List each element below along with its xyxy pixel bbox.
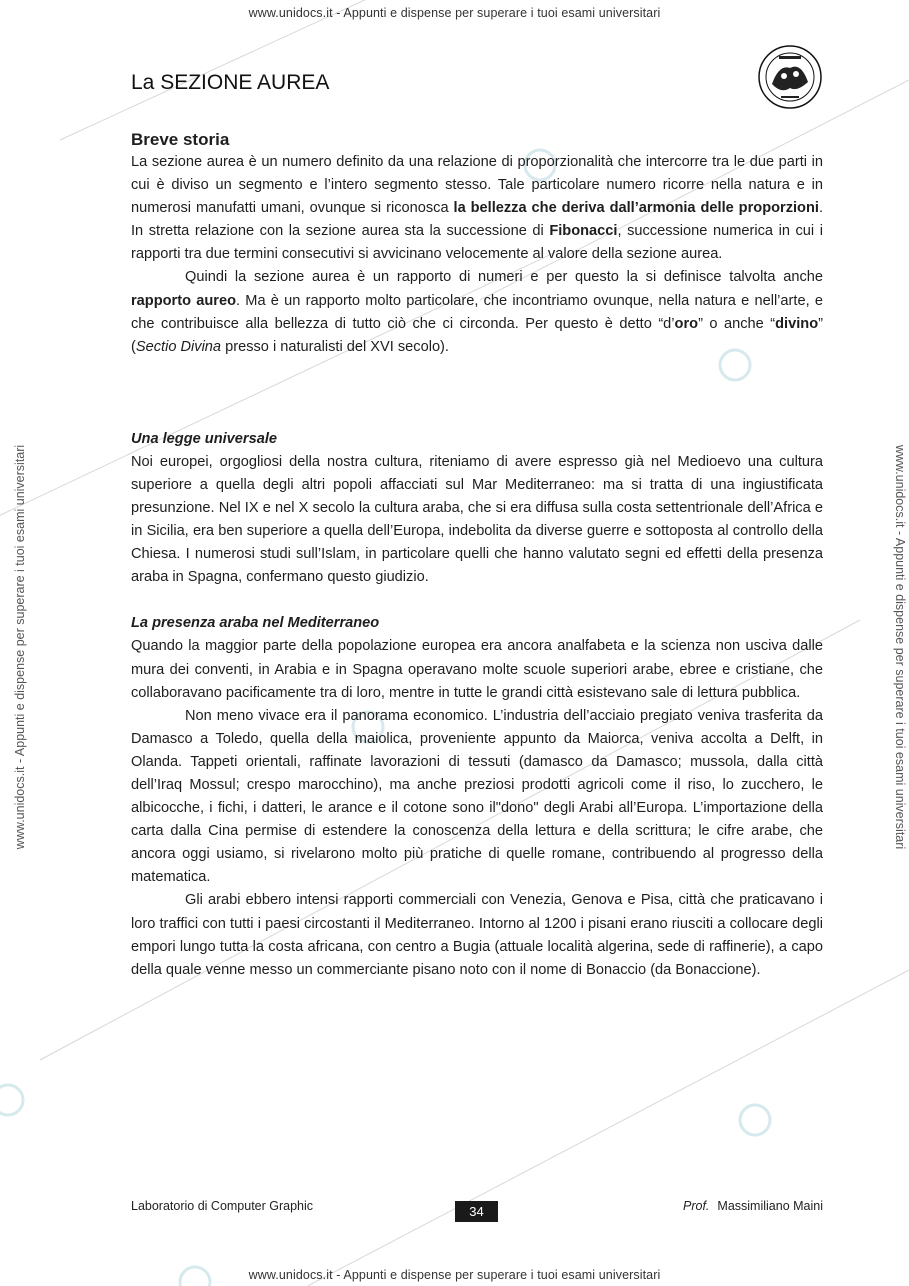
- footer-course: Laboratorio di Computer Graphic: [131, 1199, 314, 1213]
- italic-span: Sectio Divina: [135, 338, 222, 355]
- section-heading-breve-storia: Breve storia: [131, 130, 230, 149]
- text-span: . Ma è un rapporto molto particolare, che incontriamo ovunque, nella natura e nell’arte, e che contribuisce alla bellezza di tutto ciò che ci circonda. Per questo è detto “d’: [131, 292, 823, 332]
- text-span: presso i naturalisti del XVI secolo).: [221, 338, 449, 355]
- politecnico-milano-seal-icon: [757, 44, 823, 110]
- paragraph: Noi europei, orgogliosi della nostra cultura, riteniamo di avere espresso già nel Medioevo una cultura superiore a quella degli altri popoli affacciati sul Mar Mediterraneo: ma si tratta di una ingiustificata presunzione. Nel IX e nel X secolo la cultura araba, che si era diffusa sulla costa settentrionale dell’Africa e in Sicilia, era ben superiore a quella dell’Europa, indebolita da diverse guerre e sottoposta al controllo della Chiesa. I numerosi studi sull’Islam, in particolare quelli che hanno valutato segni ed effetti della presenza araba in Spagna, confermano questo giudizio.: [131, 453, 823, 586]
- watermark-left: www.unidocs.it - Appunti e dispense per superare i tuoi esami universitari: [13, 444, 27, 850]
- text-span: Quindi la sezione aurea è un rapporto di numeri e per questo la si definisce talvolta anche: [185, 269, 823, 286]
- page-number: 34: [455, 1201, 498, 1222]
- page-title: La SEZIONE AUREA: [131, 71, 330, 94]
- section-heading-presenza-araba: La presenza araba nel Mediterraneo: [131, 615, 380, 632]
- watermark-top: www.unidocs.it - Appunti e dispense per superare i tuoi esami universitari: [248, 6, 661, 20]
- bold-span: la bellezza che deriva dall’armonia delle proporzioni: [453, 200, 819, 217]
- watermark-right: www.unidocs.it - Appunti e dispense per superare i tuoi esami universitari: [893, 444, 907, 850]
- text-span: , successione numerica in cui i rapporti tra due termini consecutivi si avvicinano velocemente al valore della sezione aurea.: [131, 223, 823, 263]
- paragraph: [131, 151, 823, 266]
- paragraph: Non meno vivace era il panorama economico. L’industria dell’acciaio pregiato veniva trasferita da Damasco a Toledo, quella della maiolica, proveniente appunto da Maiorca, veniva accolta a Delft, in Olanda. Tappeti orientali, raffinate lavorazioni di tessuti (damasco da Damasco; mussola, dalla città dell’Iraq Mossul; crespo marocchino), ma anche preziosi prodotti agricoli come il riso, lo zucchero, le albicocche, i fichi, i datteri, le arance e il cotone sono il"dono" degli Arabi all’Europa. L’importazione della carta dalla Cina permise di estendere la conoscenza della lettura e della scrittura; le cifre arabe, che ancora oggi usiamo, si rivelarono molto più pratiche di quelle romane, contribuendo al progresso della matematica.: [131, 707, 823, 886]
- section-heading-legge-universale: Una legge universale: [131, 430, 277, 447]
- text-span: . In stretta relazione con la sezione aurea sta la successione di: [131, 200, 823, 240]
- bold-span: divino: [775, 315, 819, 332]
- text-span: ” (: [131, 315, 823, 355]
- document-body: [131, 128, 823, 982]
- author-name: Massimiliano Maini: [717, 1199, 823, 1213]
- bold-span: rapporto aureo: [131, 292, 236, 309]
- footer-author: [683, 1199, 823, 1213]
- watermark-bottom: www.unidocs.it - Appunti e dispense per superare i tuoi esami universitari: [248, 1268, 661, 1282]
- text-span: ” o anche “: [698, 315, 776, 332]
- paragraph: [131, 266, 823, 358]
- prof-label: Prof.: [683, 1199, 710, 1213]
- paragraph: Quando la maggior parte della popolazione europea era ancora analfabeta e la scienza non usciva dalle mura dei conventi, in Arabia e in Spagna operavano molte scuole superiori arabe, ebree e cristiane, che collaboravano pacificamente tra di loro, mentre in tutte le grandi città esistevano sale di lettura pubblica.: [131, 638, 823, 701]
- text-span: La sezione aurea è un numero definito da una relazione di proporzionalità che intercorre tra le due parti in cui è diviso un segmento e l’intero segmento stesso. Tale particolare numero ricorre nella natura e in numerosi manufatti umani, ovunque si riconosca: [131, 154, 823, 217]
- bold-span: Fibonacci: [549, 223, 618, 240]
- paragraph: Gli arabi ebbero intensi rapporti commerciali con Venezia, Genova e Pisa, città che praticavano i loro traffici con tutti i paesi circostanti il Mediterraneo. Intorno al 1200 i pisani erano riusciti a collocare degli empori lungo tutta la costa africana, con centro a Bugia (attuale località algerina, sede di raffinerie), a capo della quale venne messo un commerciante pisano noto con il nome di Bonaccio (da Bonaccione).: [131, 892, 823, 978]
- bold-span: oro: [674, 315, 699, 332]
